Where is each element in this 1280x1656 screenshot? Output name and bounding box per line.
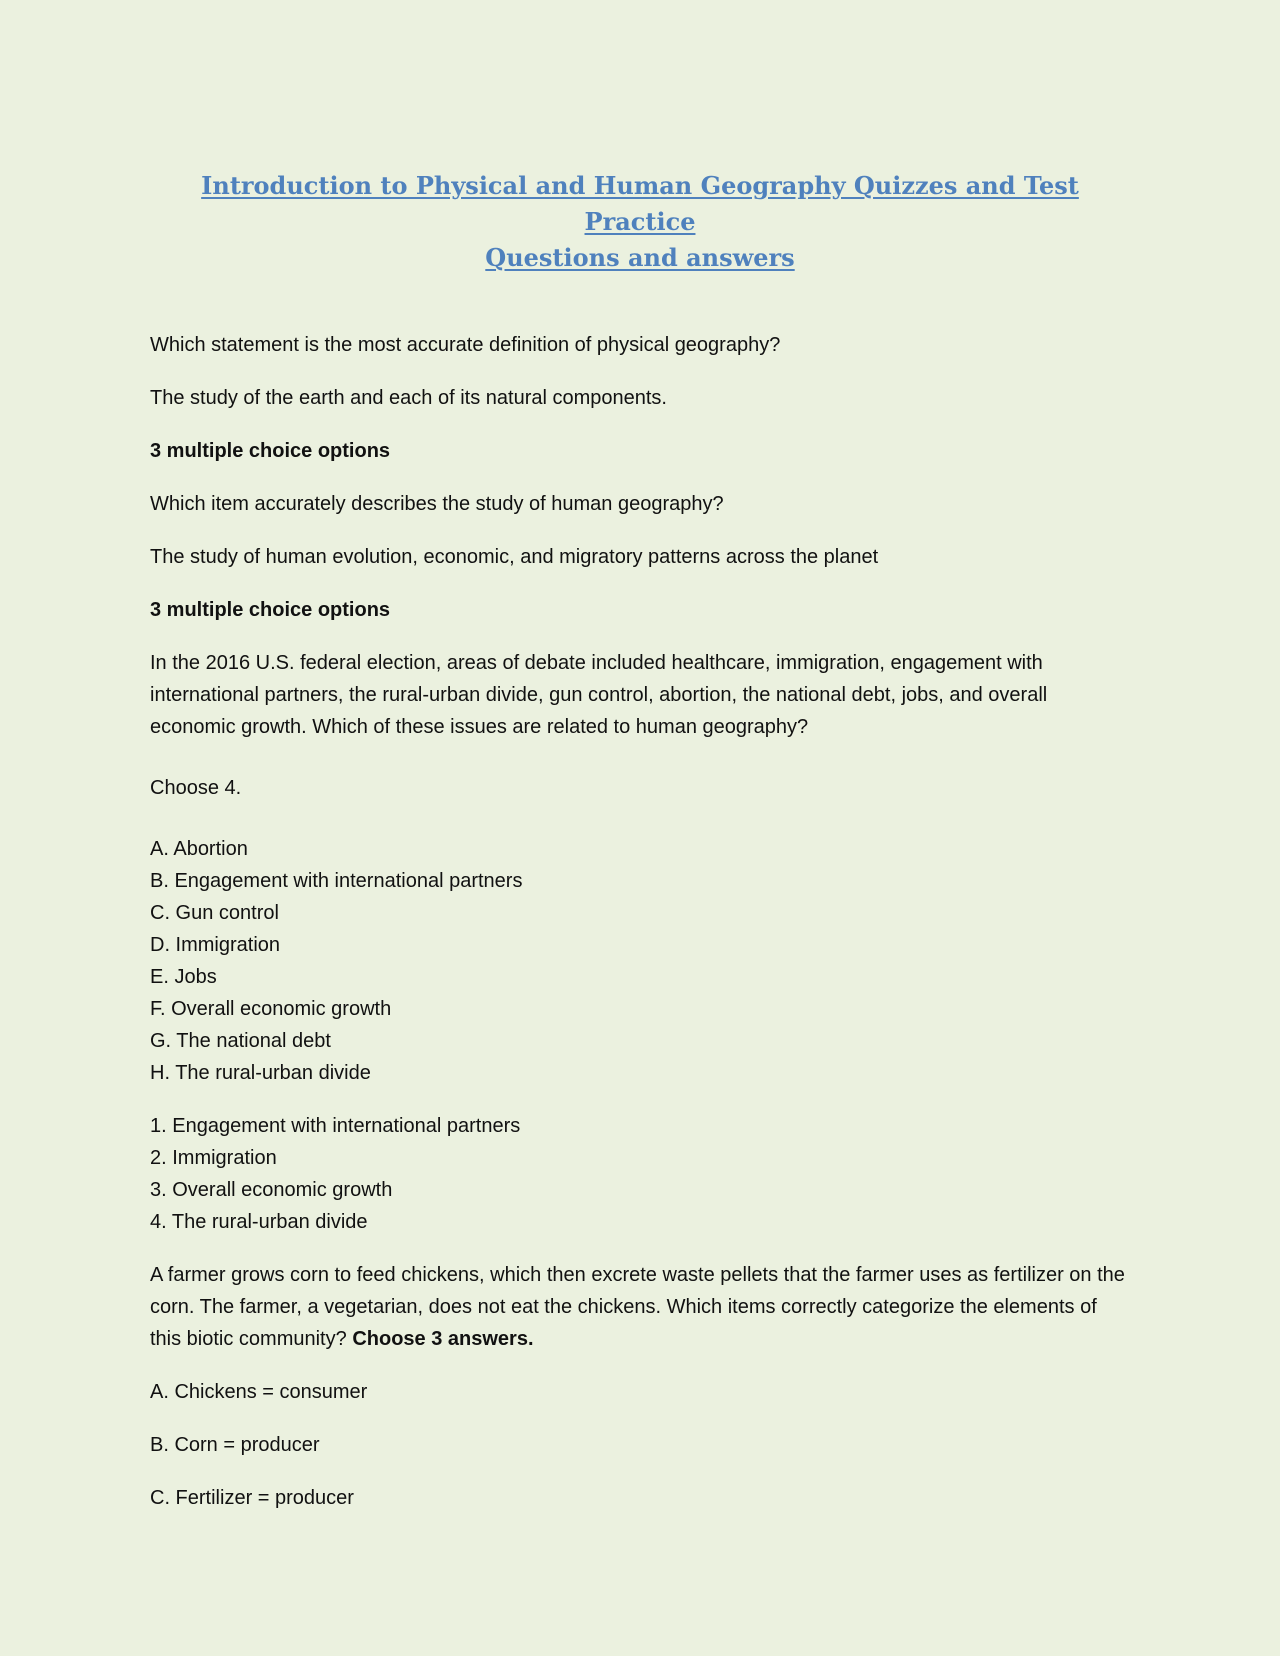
q3-instruction: Choose 4. — [150, 777, 242, 799]
document-page — [150, 168, 1130, 1535]
q1-answer: The study of the earth and each of its natural components. — [150, 387, 667, 409]
q1-note: 3 multiple choice options — [150, 440, 391, 462]
q4-question-text: A farmer grows corn to feed chickens, which then excrete waste pellets that the farmer uses as fertilizer on the corn. The farmer, a vegetarian, does not eat the chickens. Which items correctly categorize the elements of this biotic community? — [150, 1264, 1125, 1350]
q4-option-a: A. Chickens = consumer — [150, 1381, 368, 1403]
q3-option-d: D. Immigration — [150, 934, 281, 956]
q4-option-b: B. Corn = producer — [150, 1434, 320, 1456]
q3-answer-2: 2. Immigration — [150, 1147, 277, 1169]
title-line-1: Introduction to Physical and Human Geography Quizzes and Test Practice — [201, 171, 1079, 236]
title-line-2: Questions and answers — [485, 243, 795, 272]
q3-answer-4: 4. The rural-urban divide — [150, 1211, 368, 1233]
q3-answer-1: 1. Engagement with international partners — [150, 1115, 521, 1137]
q3-answers-list — [150, 1110, 1130, 1238]
q3-option-h: H. The rural-urban divide — [150, 1062, 371, 1084]
q2-note: 3 multiple choice options — [150, 599, 391, 621]
q3-option-g: G. The national debt — [150, 1030, 331, 1052]
q3-option-b: B. Engagement with international partners — [150, 870, 523, 892]
document-body — [150, 329, 1130, 1514]
q1-question: Which statement is the most accurate definition of physical geography? — [150, 334, 781, 356]
q2-answer: The study of human evolution, economic, and migratory patterns across the planet — [150, 546, 879, 568]
document-title — [150, 168, 1130, 276]
q4-instruction: Choose 3 answers. — [352, 1328, 534, 1350]
q3-option-c: C. Gun control — [150, 902, 279, 924]
q3-options-list — [150, 833, 1130, 1089]
q4-option-c: C. Fertilizer = producer — [150, 1487, 354, 1509]
q3-option-e: E. Jobs — [150, 966, 217, 988]
q3-answer-3: 3. Overall economic growth — [150, 1179, 393, 1201]
q4-question — [150, 1259, 1130, 1355]
q2-question: Which item accurately describes the study of human geography? — [150, 493, 724, 515]
q3-option-f: F. Overall economic growth — [150, 998, 392, 1020]
q3-option-a: A. Abortion — [150, 838, 248, 860]
q3-question: In the 2016 U.S. federal election, areas of debate included healthcare, immigration, engagement with international partners, the rural-urban divide, gun control, abortion, the national debt, jobs, and overall economic growth. Which of these issues are related to human geography? — [150, 652, 1048, 738]
